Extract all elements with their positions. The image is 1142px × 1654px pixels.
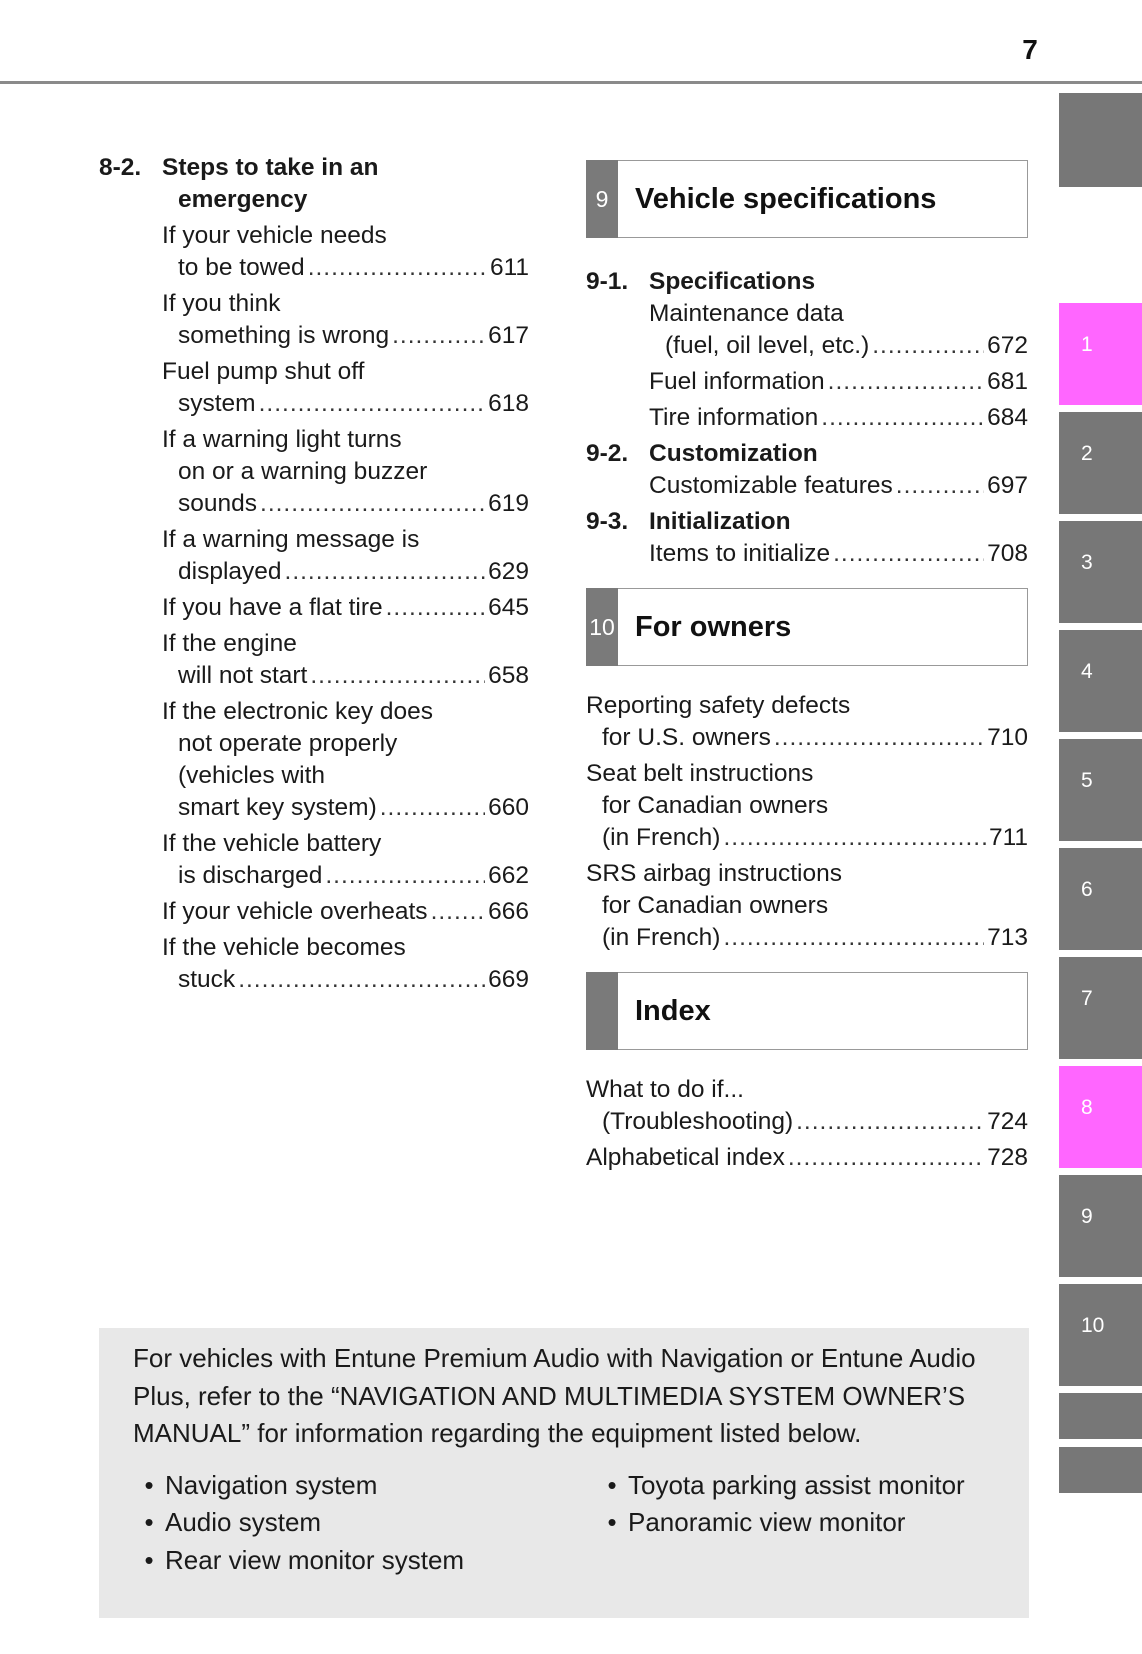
- toc-line: [649, 366, 1028, 398]
- chapter-number-badge: 10: [586, 588, 618, 666]
- toc-entry-text: Fuel pump shut off: [162, 358, 365, 385]
- toc-entry-text: for Canadian owners: [602, 892, 829, 919]
- toc-entry[interactable]: [649, 402, 1028, 434]
- toc-entry-text: Customizable features: [649, 472, 893, 499]
- chapter-number-badge: 9: [586, 160, 618, 238]
- page-number-ref[interactable]: 728: [987, 1144, 1028, 1171]
- chapter-number-badge: [586, 972, 618, 1050]
- toc-entry-text: What to do if...: [586, 1076, 744, 1103]
- toc-entry-text: Alphabetical index: [586, 1144, 785, 1171]
- toc-line: [586, 858, 1028, 890]
- toc-line: [162, 932, 529, 964]
- toc-list-8-2: [162, 220, 529, 996]
- toc-entry[interactable]: [586, 690, 1028, 754]
- toc-line: [162, 556, 529, 588]
- toc-entry[interactable]: [649, 366, 1028, 398]
- page-number-ref[interactable]: 713: [987, 924, 1028, 951]
- index-list: [586, 1074, 1028, 1174]
- page-number-ref[interactable]: 669: [488, 966, 529, 993]
- tab-chapter-7[interactable]: 7: [1059, 957, 1142, 1059]
- toc-line: [162, 388, 529, 420]
- page-number-ref[interactable]: 611: [489, 254, 529, 281]
- chapter-header-10[interactable]: [586, 588, 1028, 666]
- toc-entry[interactable]: [162, 288, 529, 352]
- leader-dots: [260, 488, 485, 520]
- toc-entry[interactable]: [162, 696, 529, 824]
- page-number-ref[interactable]: 645: [488, 594, 529, 621]
- leader-dots: [380, 792, 485, 824]
- toc-line: [162, 792, 529, 824]
- bullet-text: Panoramic view monitor: [628, 1507, 906, 1537]
- tab-chapter-3[interactable]: 3: [1059, 521, 1142, 623]
- toc-line: [162, 356, 529, 388]
- tab-chapter-1[interactable]: 1: [1059, 303, 1142, 405]
- leader-dots: [796, 1106, 984, 1138]
- toc-line: [162, 320, 529, 352]
- leader-dots: [386, 592, 485, 624]
- chapter-title: For owners: [635, 611, 792, 643]
- page-number-ref[interactable]: 681: [987, 368, 1028, 395]
- toc-line: [162, 488, 529, 520]
- toc-entry[interactable]: [586, 1074, 1028, 1138]
- toc-entry-text: If a warning light turns: [162, 426, 402, 453]
- toc-line: [586, 822, 1028, 854]
- page-number-ref[interactable]: 629: [488, 558, 529, 585]
- toc-line: [649, 330, 1028, 362]
- toc-entry[interactable]: [162, 524, 529, 588]
- section-entries: [649, 470, 1028, 502]
- toc-entry-text: Tire information: [649, 404, 819, 431]
- toc-line: [162, 628, 529, 660]
- toc-line: [586, 1074, 1028, 1106]
- toc-entry-text: to be towed: [178, 254, 305, 281]
- toc-entry-text: (Troubleshooting): [602, 1108, 794, 1135]
- chapter-header-9[interactable]: [586, 160, 1028, 238]
- navigation-note-box: [99, 1328, 1029, 1618]
- toc-line: [649, 402, 1028, 434]
- page-number-ref[interactable]: 672: [987, 332, 1028, 359]
- page-number-ref[interactable]: 710: [987, 724, 1028, 751]
- toc-entry[interactable]: [649, 298, 1028, 362]
- leader-dots: [325, 860, 485, 892]
- bullet-dot-icon: •: [144, 1507, 154, 1537]
- right-column: [586, 160, 1028, 1178]
- toc-line: [162, 964, 529, 996]
- section-heading: [586, 506, 1028, 538]
- toc-entry[interactable]: [162, 932, 529, 996]
- toc-entry[interactable]: [162, 356, 529, 420]
- toc-line: [586, 890, 1028, 922]
- toc-entry[interactable]: [162, 220, 529, 284]
- section-heading: [586, 438, 1028, 470]
- toc-line: [162, 592, 529, 624]
- toc-entry-text: not operate properly: [178, 730, 398, 757]
- toc-entry-text: If the vehicle battery: [162, 830, 382, 857]
- chapter-title: Index: [635, 995, 711, 1027]
- leader-dots: [285, 556, 486, 588]
- toc-entry-text: SRS airbag instructions: [586, 860, 843, 887]
- toc-line: [162, 424, 529, 456]
- bullet-column-left: [133, 1467, 596, 1580]
- toc-line: [586, 722, 1028, 754]
- toc-entry-text: will not start: [178, 662, 308, 689]
- toc-entry[interactable]: [649, 538, 1028, 570]
- toc-line: [162, 728, 529, 760]
- toc-entry-text: If the electronic key does: [162, 698, 434, 725]
- tab-chapter-4[interactable]: 4: [1059, 630, 1142, 732]
- tab-chapter-5[interactable]: 5: [1059, 739, 1142, 841]
- toc-entry[interactable]: [162, 896, 529, 928]
- page-number-ref[interactable]: 697: [987, 472, 1028, 499]
- bullet-item: [596, 1467, 1005, 1505]
- section-title: Initialization: [649, 508, 791, 535]
- tab-chapter-2[interactable]: 2: [1059, 412, 1142, 514]
- tab-chapter-10[interactable]: 10: [1059, 1284, 1142, 1386]
- chapter-header-index[interactable]: [586, 972, 1028, 1050]
- section-entries: [649, 298, 1028, 434]
- bullet-dot-icon: •: [144, 1544, 154, 1575]
- toc-entry-text: Items to initialize: [649, 540, 831, 567]
- toc-entry[interactable]: [162, 592, 529, 624]
- toc-line: [162, 828, 529, 860]
- toc-entry[interactable]: [162, 424, 529, 520]
- leader-dots: [238, 964, 485, 996]
- note-text: For vehicles with Entune Premium Audio with Navigation or Entune Audio Plus, refer to the “NAVIGATION AND MULTIMEDIA SYSTEM OWNER’S MANUAL” for information regarding the equipment listed below.: [133, 1343, 976, 1448]
- toc-entry-text: Fuel information: [649, 368, 825, 395]
- page-number-ref[interactable]: 660: [488, 794, 529, 821]
- leader-dots: [788, 1142, 984, 1174]
- toc-entry[interactable]: [586, 1142, 1028, 1174]
- leader-dots: [774, 722, 984, 754]
- toc-entry[interactable]: [162, 628, 529, 692]
- section-heading-8-2: [99, 152, 529, 216]
- tab-chapter-9[interactable]: 9: [1059, 1175, 1142, 1277]
- section-title: Steps to take in an emergency: [162, 154, 379, 213]
- toc-entry-text: smart key system): [178, 794, 377, 821]
- bullet-dot-icon: •: [607, 1507, 617, 1537]
- toc-entry-text: If you have a flat tire: [162, 594, 383, 621]
- leader-dots: [828, 366, 984, 398]
- toc-entry-text: (fuel, oil level, etc.): [665, 332, 870, 359]
- toc-entry-text: sounds: [178, 490, 258, 517]
- toc-line: [586, 1142, 1028, 1174]
- bullet-item: [133, 1467, 596, 1505]
- equipment-bullets: [133, 1467, 1005, 1580]
- toc-entry-text: If a warning message is: [162, 526, 420, 553]
- leader-dots: [723, 922, 984, 954]
- toc-entry-text: If the vehicle becomes: [162, 934, 406, 961]
- toc-line: [162, 456, 529, 488]
- bullet-item: [133, 1504, 596, 1542]
- page-number-ref[interactable]: 662: [488, 862, 529, 889]
- section-number: 9-3.: [586, 508, 629, 535]
- toc-line: [586, 922, 1028, 954]
- chapter-title: Vehicle specifications: [635, 183, 937, 215]
- toc-entry[interactable]: [586, 858, 1028, 954]
- toc-entry-text: is discharged: [178, 862, 323, 889]
- top-rule: [0, 81, 1142, 84]
- toc-entry-text: Maintenance data: [649, 300, 844, 327]
- leader-dots: [431, 896, 486, 928]
- bullet-column-right: [596, 1467, 1005, 1580]
- section-title: Customization: [649, 440, 818, 467]
- toc-line: [162, 696, 529, 728]
- page-number-ref[interactable]: 724: [987, 1108, 1028, 1135]
- chapter-tabs: [1059, 0, 1142, 1654]
- toc-entry-text: (in French): [602, 924, 721, 951]
- toc-entry[interactable]: [586, 758, 1028, 854]
- section-number: 9-1.: [586, 268, 629, 295]
- toc-entry[interactable]: [649, 470, 1028, 502]
- leader-dots: [723, 822, 985, 854]
- page-number-ref[interactable]: 618: [488, 390, 529, 417]
- toc-line: [162, 524, 529, 556]
- toc-entry-text: If the engine: [162, 630, 297, 657]
- toc-entry-text: on or a warning buzzer: [178, 458, 428, 485]
- toc-line: [162, 660, 529, 692]
- toc-line: [586, 690, 1028, 722]
- toc-entry-text: Seat belt instructions: [586, 760, 814, 787]
- toc-line: [162, 760, 529, 792]
- bullet-text: Rear view monitor system: [165, 1544, 465, 1575]
- page-number-ref[interactable]: 658: [488, 662, 529, 689]
- leader-dots: [259, 388, 486, 420]
- toc-entry-text: displayed: [178, 558, 282, 585]
- page-number-ref[interactable]: 619: [488, 490, 529, 517]
- toc-entry-text: for Canadian owners: [602, 792, 829, 819]
- toc-line: [649, 538, 1028, 570]
- chapter-9-sections: [586, 266, 1028, 570]
- toc-entry-text: (vehicles with: [178, 762, 326, 789]
- toc-entry-text: system: [178, 390, 256, 417]
- bullet-text: Audio system: [165, 1507, 322, 1537]
- leader-dots: [308, 252, 487, 284]
- bullet-text: Toyota parking assist monitor: [628, 1469, 965, 1500]
- toc-line: [586, 790, 1028, 822]
- left-column: [99, 152, 529, 1000]
- bullet-dot-icon: •: [607, 1469, 617, 1500]
- chapter-10-list: [586, 690, 1028, 954]
- toc-entry-text: stuck: [178, 966, 236, 993]
- toc-entry-text: If your vehicle needs: [162, 222, 387, 249]
- page-number-ref[interactable]: 684: [987, 404, 1028, 431]
- section-entries: [649, 538, 1028, 570]
- toc-entry-text: for U.S. owners: [602, 724, 771, 751]
- leader-dots: [310, 660, 485, 692]
- section-number: 9-2.: [586, 440, 629, 467]
- leader-dots: [833, 538, 984, 570]
- leader-dots: [896, 470, 984, 502]
- page-number: 7: [1022, 34, 1038, 65]
- toc-line: [649, 298, 1028, 330]
- bullet-dot-icon: •: [144, 1469, 154, 1500]
- tab-extra-2[interactable]: [1059, 1447, 1142, 1493]
- page-number-ref[interactable]: 711: [988, 824, 1028, 851]
- tab-chapter-6[interactable]: 6: [1059, 848, 1142, 950]
- page-number-ref[interactable]: 617: [488, 322, 529, 349]
- toc-entry-text: If your vehicle overheats: [162, 898, 428, 925]
- leader-dots: [872, 330, 984, 362]
- leader-dots: [392, 320, 485, 352]
- toc-line: [162, 252, 529, 284]
- page-number-ref[interactable]: 666: [488, 898, 529, 925]
- toc-line: [162, 220, 529, 252]
- tab-chapter-8[interactable]: 8: [1059, 1066, 1142, 1168]
- toc-line: [162, 896, 529, 928]
- bullet-item: [596, 1504, 1005, 1542]
- toc-line: [649, 470, 1028, 502]
- toc-line: [586, 758, 1028, 790]
- toc-entry[interactable]: [162, 828, 529, 892]
- section-title: Specifications: [649, 268, 816, 295]
- bullet-text: Navigation system: [165, 1469, 378, 1500]
- leader-dots: [821, 402, 984, 434]
- toc-entry-text: Reporting safety defects: [586, 692, 851, 719]
- toc-line: [586, 1106, 1028, 1138]
- page-number-ref[interactable]: 708: [987, 540, 1028, 567]
- bullet-item: [133, 1542, 596, 1580]
- section-number: 8-2.: [99, 154, 142, 181]
- tab-extra-1[interactable]: [1059, 1393, 1142, 1439]
- toc-entry-text: If you think: [162, 290, 281, 317]
- toc-line: [162, 288, 529, 320]
- toc-entry-text: (in French): [602, 824, 721, 851]
- section-heading: [586, 266, 1028, 298]
- toc-entry-text: something is wrong: [178, 322, 390, 349]
- tab-top[interactable]: [1059, 93, 1142, 187]
- toc-line: [162, 860, 529, 892]
